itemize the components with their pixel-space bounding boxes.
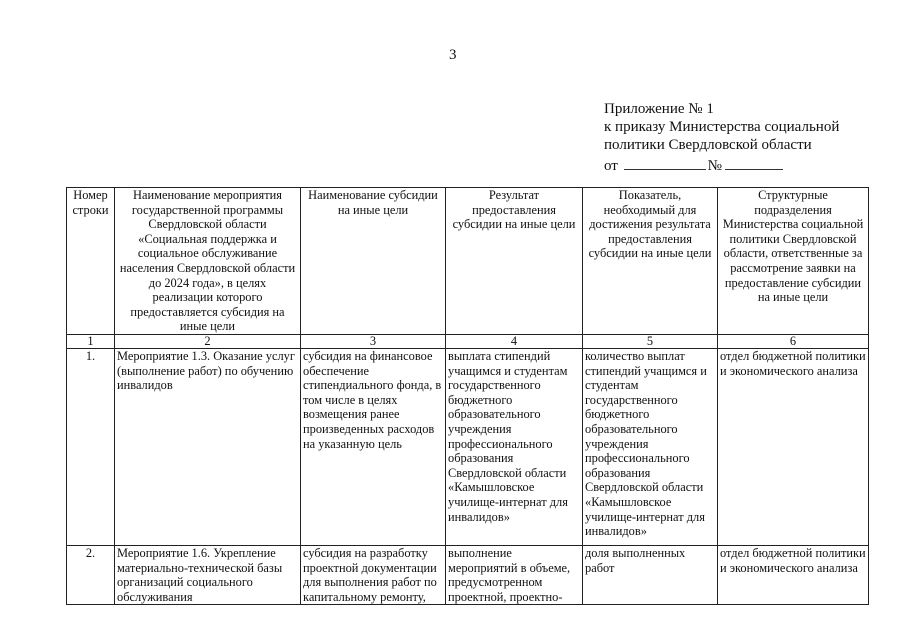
number-prefix: № (707, 158, 722, 174)
column-number: 5 (583, 335, 718, 349)
header-cell: Результат предоставления субсидии на иные цели (446, 188, 583, 335)
measure-cell: Мероприятие 1.6. Укрепление материально-технической базы организаций социального обслуживания (115, 546, 301, 605)
subsidy-table (66, 187, 869, 605)
handwritten-date (624, 154, 706, 170)
appendix-date-line (604, 154, 839, 175)
subsidy-name-cell: субсидия на разработку проектной документации для выполнения работ по капитальному ремонту, (301, 546, 446, 605)
header-cell: Наименование субсидии на иные цели (301, 188, 446, 335)
page-number: 3 (449, 47, 457, 63)
appendix-block (604, 100, 839, 175)
column-number: 3 (301, 335, 446, 349)
appendix-order-line: к приказу Министерства социальной (604, 119, 840, 135)
column-number: 4 (446, 335, 583, 349)
row-number: 1. (67, 349, 115, 546)
indicator-cell: количество выплат стипендий учащимся и студентам государственного бюджетного образовательного учреждения профессионального образования Свердловской области «Камышловское училище-интернат для инвалидов» (583, 349, 718, 546)
department-cell: отдел бюджетной политики и экономического анализа (718, 546, 869, 605)
department-cell: отдел бюджетной политики и экономического анализа (718, 349, 869, 546)
result-cell: выполнение мероприятий в объеме, предусмотренном проектной, проектно- (446, 546, 583, 605)
row-number: 2. (67, 546, 115, 605)
appendix-title: Приложение № 1 (604, 101, 714, 117)
header-cell: Наименование мероприятия государственной программы Свердловской области «Социальная поддержка и социальное обслуживание населения Свердловской области до 2024 года», в целях реализации которого предоставляется субсидия на иные цели (115, 188, 301, 335)
result-cell: выплата стипендий учащимся и студентам государственного бюджетного образовательного учреждения профессионального образования Свердловской области «Камышловское училище-интернат для инвалидов» (446, 349, 583, 546)
column-number: 1 (67, 335, 115, 349)
table-row (67, 546, 869, 605)
measure-cell: Мероприятие 1.3. Оказание услуг (выполнение работ) по обучению инвалидов (115, 349, 301, 546)
appendix-ministry-line: политики Свердловской области (604, 137, 812, 153)
column-number-row (67, 335, 869, 349)
subsidy-name-cell: субсидия на финансовое обеспечение стипендиального фонда, в том числе в целях возмещения ранее произведенных расходов на указанную цель (301, 349, 446, 546)
column-number: 6 (718, 335, 869, 349)
header-cell: Структурные подразделения Министерства социальной политики Свердловской области, ответственные за рассмотрение заявки на предоставление субсидии на иные цели (718, 188, 869, 335)
table-row (67, 349, 869, 546)
header-cell: Номер строки (67, 188, 115, 335)
date-prefix: от (604, 158, 618, 174)
handwritten-number (725, 154, 783, 170)
indicator-cell: доля выполненных работ (583, 546, 718, 605)
table-header-row (67, 188, 869, 335)
header-cell: Показатель, необходимый для достижения результата предоставления субсидии на иные цели (583, 188, 718, 335)
column-number: 2 (115, 335, 301, 349)
